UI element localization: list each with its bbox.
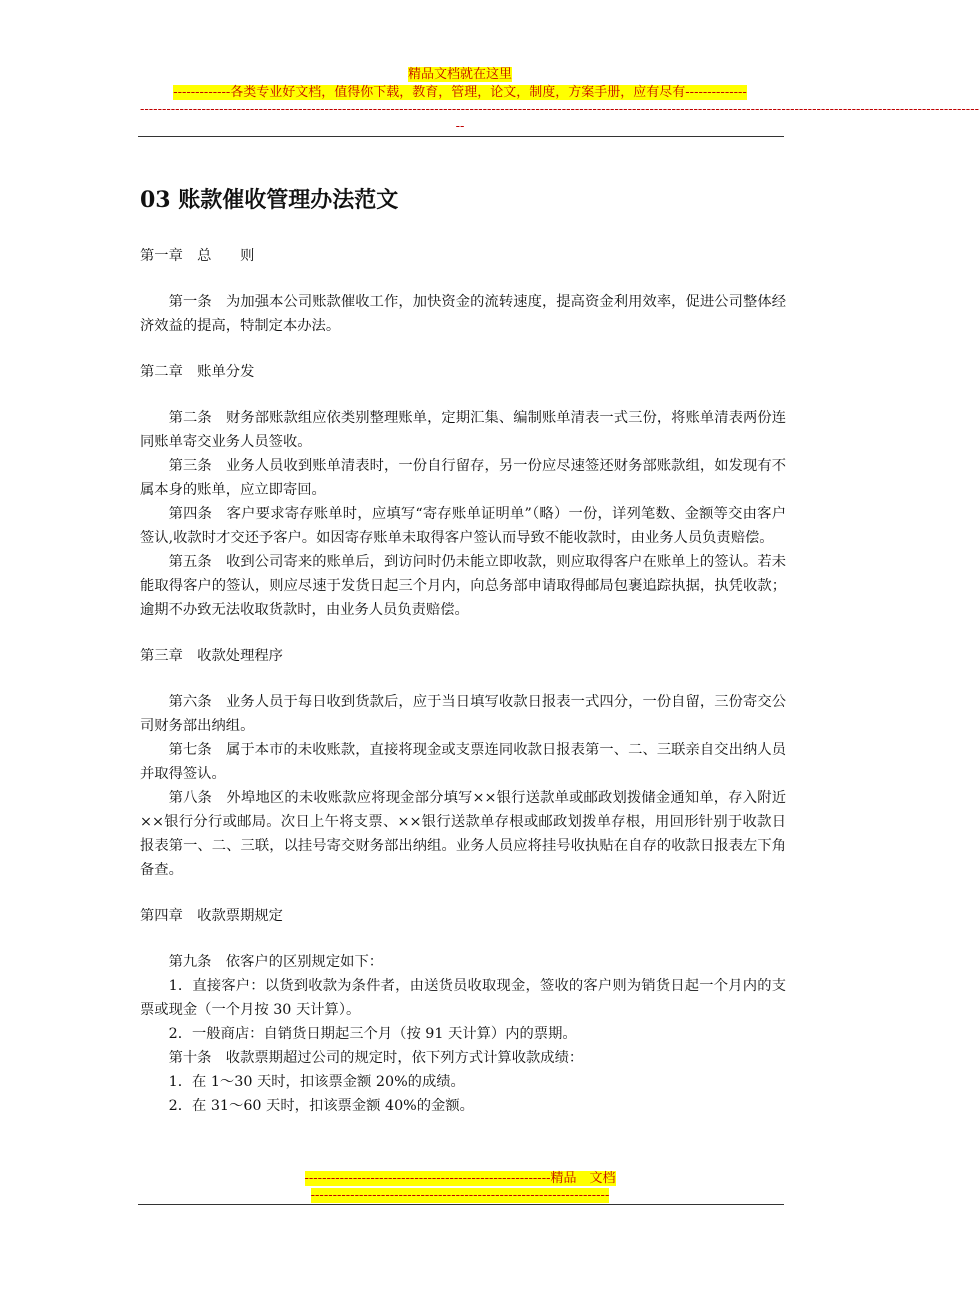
list-item: 1．直接客户：以货到收款为条件者，由送货员收取现金，签收的客户则为销货日起一个月内的支票或现金（一个月按 30 天计算）。 <box>140 978 786 1018</box>
footer-divider <box>138 1204 784 1205</box>
header-line-2 <box>0 84 920 102</box>
header-divider <box>138 136 784 137</box>
article-paragraph: 第六条 业务人员于每日收到货款后，应于当日填写收款日报表一式四分，一份自留，三份寄交公司财务部出纳组。 <box>140 694 786 734</box>
chapter-heading: 第四章 收款票期规定 <box>140 908 283 924</box>
article-paragraph: 第八条 外埠地区的未收账款应将现金部分填写××银行送款单或邮政划拨储金通知单，存入附近××银行分行或邮局。次日上午将支票、××银行送款单存根或邮政划拨单存根，用回形针别于收款日报表第一、二、三联，以挂号寄交财务部出纳组。业务人员应将挂号收执贴在自存的收款日报表左下角备查。 <box>140 790 786 878</box>
article-paragraph: 第九条 依客户的区别规定如下： <box>168 954 384 970</box>
article-paragraph: 第一条 为加强本公司账款催收工作，加快资金的流转速度，提高资金利用效率，促进公司整体经济效益的提高，特制定本办法。 <box>140 294 786 334</box>
article-paragraph: 第三条 业务人员收到账单清表时，一份自行留存，另一份应尽速签还财务部账款组，如发现有不属本身的账单，应立即寄回。 <box>140 458 786 498</box>
list-item: 2．一般商店：自销货日期起三个月（按 91 天计算）内的票期。 <box>168 1026 577 1042</box>
article-paragraph: 第七条 属于本市的未收账款，直接将现金或支票连同收款日报表第一、二、三联亲自交出纳人员并取得签认。 <box>140 742 786 782</box>
article-paragraph: 第二条 财务部账款组应依类别整理账单，定期汇集、编制账单清表一式三份，将账单清表两份连同账单寄交业务人员签收。 <box>140 410 786 450</box>
article-paragraph: 第五条 收到公司寄来的账单后，到访问时仍未能立即收款，则应取得客户在账单上的签认。若未能取得客户的签认，则应尽速于发货日起三个月内，向总务部申请取得邮局包裹追踪执据，执凭收款；逾期不办致无法收取货款时，由业务人员负责赔偿。 <box>140 554 786 618</box>
document-body <box>140 244 786 1118</box>
list-item: 1．在 1～30 天时，扣该票金额 20%的成绩。 <box>168 1074 465 1090</box>
article-paragraph: 第十条 收款票期超过公司的规定时，依下列方式计算收款成绩： <box>168 1050 584 1066</box>
footer-line-1 <box>0 1170 920 1188</box>
footer-highlight-1: --------------------------------------------------------精品 文档 <box>304 1171 616 1186</box>
header-title-highlight: 精品文档就在这里 <box>407 67 512 82</box>
header-dash-line: ----------------------------------------------------------------------------------------------------------------------------------------------------------------------------------------------- <box>140 102 979 117</box>
chapter-heading: 第一章 总 则 <box>140 248 255 264</box>
document-title: 03 账款催收管理办法范文 <box>140 187 399 213</box>
footer-highlight-2: -------------------------------------------------------------------- <box>310 1188 610 1203</box>
chapter-heading: 第三章 收款处理程序 <box>140 648 283 664</box>
article-paragraph: 第四条 客户要求寄存账单时，应填写“寄存账单证明单”（略）一份，详列笔数、金额等交由客户签认,收款时才交还予客户。如因寄存账单未取得客户签认而导致不能收款时，由业务人员负责赔偿。 <box>140 506 786 546</box>
header-dash-tail: -- <box>455 119 465 134</box>
footer-line-2 <box>0 1187 920 1205</box>
chapter-heading: 第二章 账单分发 <box>140 364 255 380</box>
header-line-1 <box>0 66 920 84</box>
header-slogan-highlight: -------------各类专业好文档，值得你下载，教育，管理，论文，制度，方案手册，应有尽有-------------- <box>173 85 747 100</box>
list-item: 2．在 31～60 天时，扣该票金额 40%的金额。 <box>168 1098 474 1114</box>
